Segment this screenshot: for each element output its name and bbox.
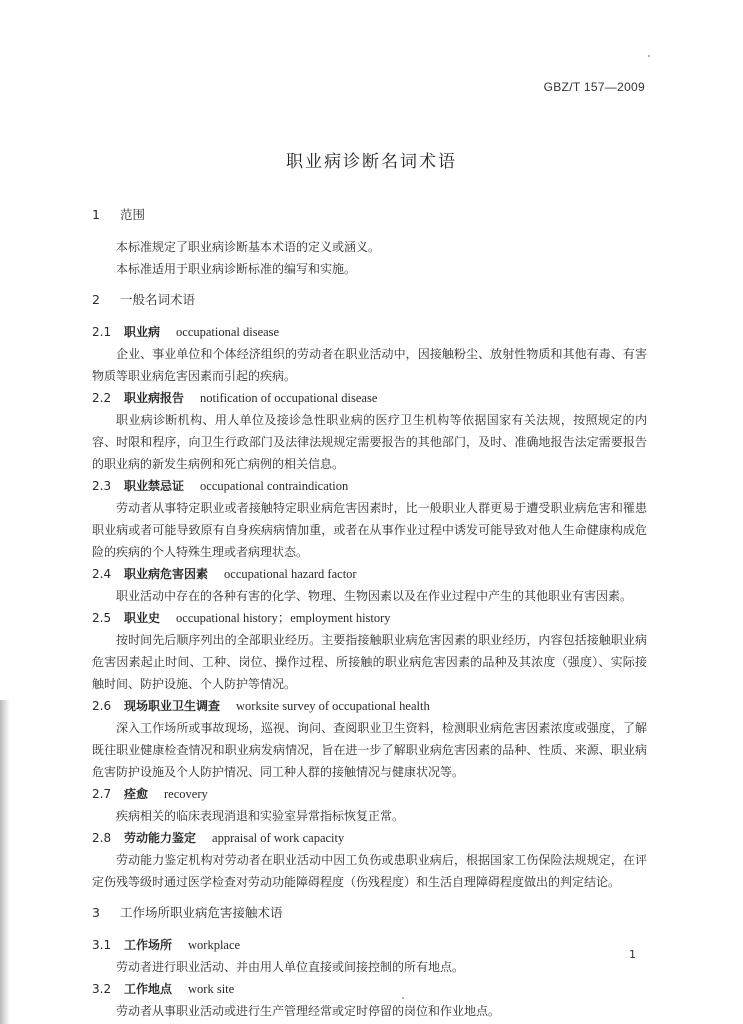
- term-chinese: 职业病: [124, 325, 161, 339]
- term-definition: 深入工作场所或事故现场，巡视、询问、查阅职业卫生资料，检测职业病危害因素浓度或强度，了解既往职业健康检查情况和职业病发病情况，旨在进一步了解职业病危害因素的品种、性质、来源、职业病危害防护设施及个人防护情况、同工种人群的接触情况与健康状况等。: [92, 721, 647, 779]
- term-heading: [92, 783, 647, 805]
- term-heading: [92, 475, 647, 497]
- term-english: occupational disease: [176, 325, 280, 339]
- section-title: 一般名词术语: [120, 292, 196, 307]
- term-heading: [92, 607, 647, 629]
- term-english: workplace: [188, 938, 241, 952]
- term-english: appraisal of work capacity: [212, 831, 345, 845]
- section-heading: [92, 205, 647, 224]
- term-heading: [92, 321, 647, 343]
- term-english: recovery: [164, 787, 208, 801]
- term-number: 2.6: [92, 699, 112, 713]
- term-heading: [92, 978, 647, 1000]
- term-english: occupational history；employment history: [176, 611, 391, 625]
- term-number: 2.8: [92, 831, 112, 845]
- section-title: 范围: [120, 207, 146, 222]
- term-definition: 按时间先后顺序列出的全部职业经历。主要指接触职业病危害因素的职业经历，内容包括接触职业病危害因素起止时间、工种、岗位、操作过程、所接触的职业病危害因素的品种及其浓度（强度）、实际接触时间、防护设施、个人防护等情况。: [92, 633, 647, 691]
- term-definition: 职业活动中存在的各种有害的化学、物理、生物因素以及在作业过程中产生的其他职业有害因素。: [116, 589, 633, 603]
- term-heading: [92, 827, 647, 849]
- term-chinese: 工作场所: [124, 938, 173, 952]
- term-definition: 疾病相关的临床表现消退和实验室异常指标恢复正常。: [116, 809, 405, 823]
- section-title: 工作场所职业病危害接触术语: [120, 905, 283, 920]
- term-english: worksite survey of occupational health: [236, 699, 430, 713]
- term-definition: 企业、事业单位和个体经济组织的劳动者在职业活动中，因接触粉尘、放射性物质和其他有毒、有害物质等职业病危害因素而引起的疾病。: [92, 347, 647, 383]
- document-body: [92, 205, 647, 1022]
- term-chinese: 痊愈: [124, 787, 149, 801]
- term-number: 2.7: [92, 787, 112, 801]
- term-english: work site: [188, 982, 235, 996]
- section-number: 2: [92, 292, 100, 307]
- page-number: 1: [629, 948, 636, 961]
- scan-speck: [648, 55, 650, 57]
- term-number: 2.5: [92, 611, 112, 625]
- standard-code: GBZ/T 157—2009: [543, 80, 645, 94]
- term-number: 3.1: [92, 938, 112, 952]
- section-heading: [92, 290, 647, 309]
- term-number: 2.3: [92, 479, 112, 493]
- scan-edge-shadow: [0, 700, 10, 1024]
- term-heading: [92, 563, 647, 585]
- term-heading: [92, 695, 647, 717]
- term-chinese: 劳动能力鉴定: [124, 831, 197, 845]
- term-number: 2.2: [92, 391, 112, 405]
- term-number: 3.2: [92, 982, 112, 996]
- paragraph: 本标准规定了职业病诊断基本术语的定义或涵义。: [116, 240, 381, 254]
- term-number: 2.1: [92, 325, 112, 339]
- term-heading: [92, 387, 647, 409]
- term-english: occupational hazard factor: [224, 567, 357, 581]
- term-definition: 劳动能力鉴定机构对劳动者在职业活动中因工负伤或患职业病后，根据国家工伤保险法规规定，在评定伤残等级时通过医学检查对劳动功能障碍程度（伤残程度）和生活自理障碍程度做出的判定结论。: [92, 853, 647, 889]
- term-english: notification of occupational disease: [200, 391, 378, 405]
- term-definition: 劳动者进行职业活动、并由用人单位直接或间接控制的所有地点。: [116, 960, 465, 974]
- term-chinese: 工作地点: [124, 982, 173, 996]
- term-number: 2.4: [92, 567, 112, 581]
- term-chinese: 职业史: [124, 611, 161, 625]
- term-definition: 职业病诊断机构、用人单位及接诊急性职业病的医疗卫生机构等依据国家有关法规，按照规定的内容、时限和程序，向卫生行政部门及法律法规规定需要报告的其他部门，及时、准确地报告法定需要报告的职业病的新发生病例和死亡病例的相关信息。: [92, 413, 647, 471]
- section-heading: [92, 903, 647, 922]
- term-definition: 劳动者从事特定职业或者接触特定职业病危害因素时，比一般职业人群更易于遭受职业病危害和罹患职业病或者可能导致原有自身疾病病情加重，或者在从事作业过程中诱发可能导致对他人生命健康构成危险的疾病的个人特殊生理或者病理状态。: [92, 501, 647, 559]
- term-chinese: 职业病报告: [124, 391, 185, 405]
- term-chinese: 职业病危害因素: [124, 567, 209, 581]
- page-title: 职业病诊断名词术语: [286, 152, 457, 172]
- term-chinese: 现场职业卫生调查: [124, 699, 221, 713]
- section-number: 1: [92, 207, 100, 222]
- paragraph: 本标准适用于职业病诊断标准的编写和实施。: [116, 262, 357, 276]
- term-heading: [92, 934, 647, 956]
- term-chinese: 职业禁忌证: [124, 479, 185, 493]
- term-definition: 劳动者从事职业活动或进行生产管理经常或定时停留的岗位和作业地点。: [116, 1004, 501, 1018]
- section-number: 3: [92, 905, 100, 920]
- term-english: occupational contraindication: [200, 479, 349, 493]
